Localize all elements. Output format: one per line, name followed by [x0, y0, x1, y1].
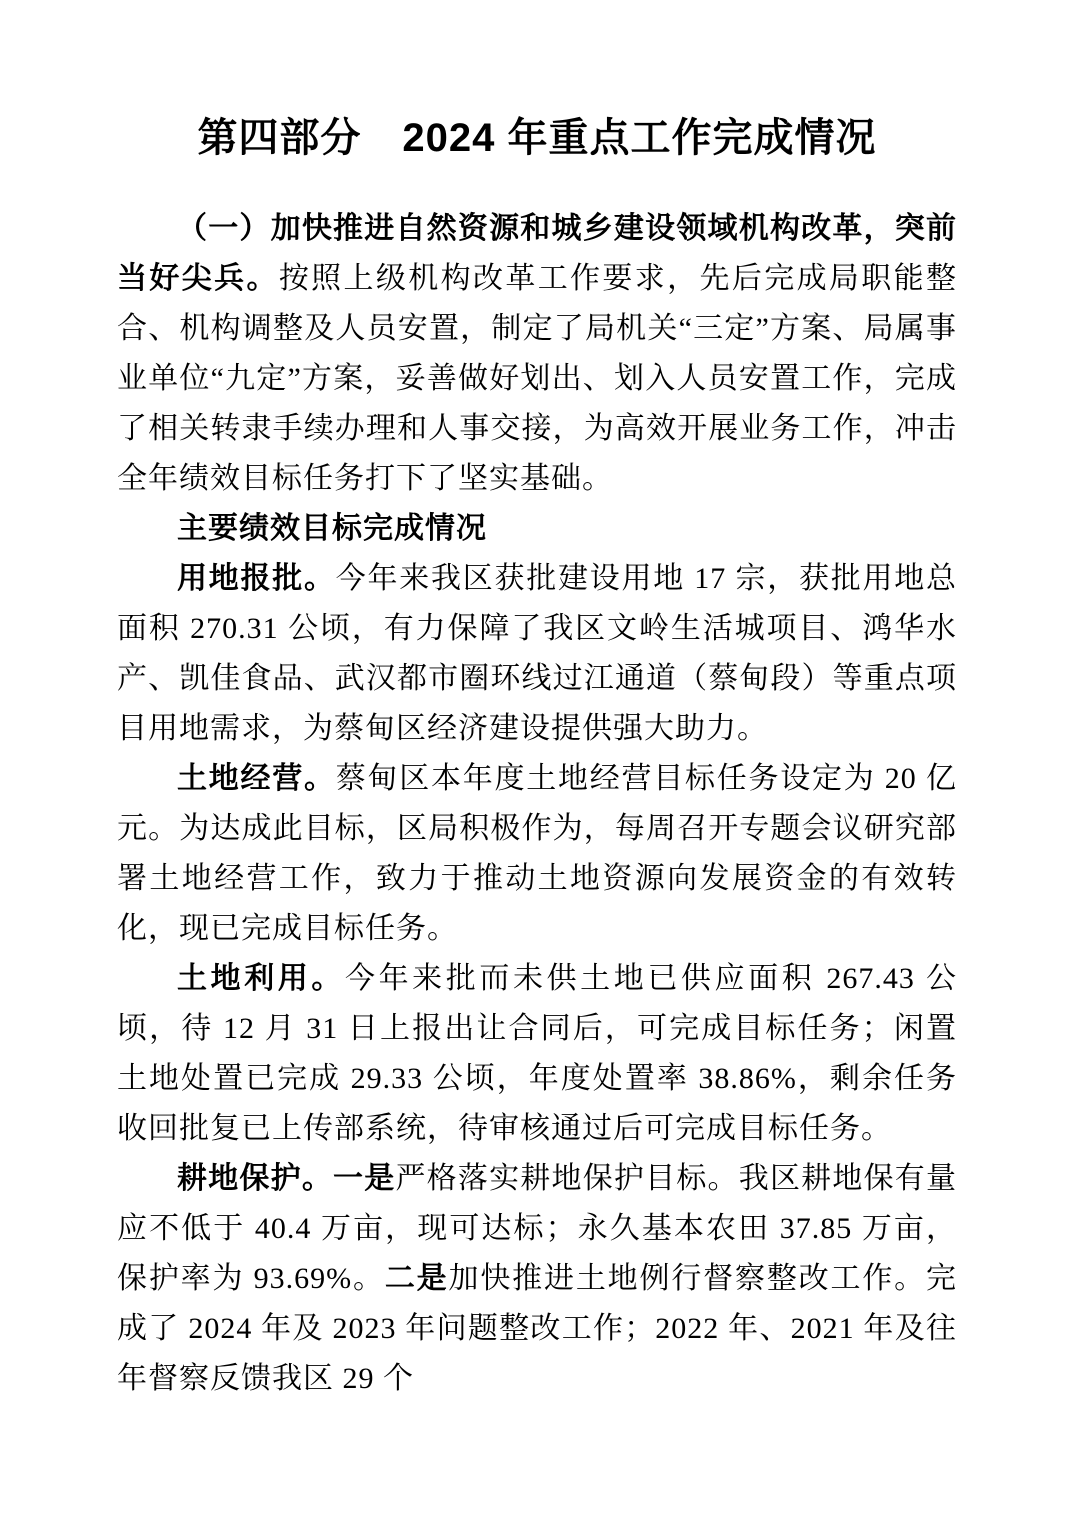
paragraph-land-use	[117, 954, 957, 1154]
paragraph-land-use-lead: 土地利用。	[177, 962, 345, 995]
paragraph-land-operation-lead: 土地经营。	[177, 762, 336, 795]
paragraph-farmland-protection-body-2: 加快推进土地例行督察整改工作。完成了 2024 年及 2023 年问题整改工作；2022 年、2021 年及往年督察反馈我区 29 个	[117, 1262, 957, 1395]
paragraph-land-approval	[117, 554, 957, 754]
paragraph-farmland-protection	[117, 1154, 957, 1404]
document-title: 第四部分 2024 年重点工作完成情况	[197, 116, 877, 160]
paragraph-land-operation-body: 蔡甸区本年度土地经营目标任务设定为 20 亿元。为达成此目标，区局积极作为，每周召开专题会议研究部署土地经营工作，致力于推动土地资源向发展资金的有效转化，现已完成目标任务。	[117, 762, 957, 945]
paragraph-reform-body: 按照上级机构改革工作要求，先后完成局职能整合、机构调整及人员安置，制定了局机关“三定”方案、局属事业单位“九定”方案，妥善做好划出、划入人员安置工作，完成了相关转隶手续办理和人事交接，为高效开展业务工作，冲击全年绩效目标任务打下了坚实基础。	[117, 262, 958, 495]
paragraph-farmland-protection-body-1: 严格落实耕地保护目标。我区耕地保有量应不低于 40.4 万亩，现可达标；永久基本农田 37.85 万亩，保护率为 93.69%。	[117, 1162, 958, 1295]
paragraph-reform-heading: （一）加快推进自然资源和城乡建设领域机构改革，突前当好尖兵。	[117, 212, 957, 295]
paragraph-land-operation	[117, 754, 957, 954]
paragraph-reform	[117, 204, 957, 504]
heading-performance-goals	[117, 504, 957, 554]
heading-performance-goals-text: 主要绩效目标完成情况	[177, 512, 487, 545]
paragraph-land-use-body: 今年来批而未供土地已供应面积 267.43 公顷，待 12 月 31 日上报出让合同后，可完成目标任务；闲置土地处置已完成 29.33 公顷，年度处置率 38.86%，剩余任务收回批复已上传部系统，待审核通过后可完成目标任务。	[117, 962, 958, 1145]
paragraph-land-approval-body: 今年来我区获批建设用地 17 宗，获批用地总面积 270.31 公顷，有力保障了我区文岭生活城项目、鸿华水产、凯佳食品、武汉都市圈环线过江通道（蔡甸段）等重点项目用地需求，为蔡甸区经济建设提供强大助力。	[117, 562, 957, 745]
paragraph-land-approval-lead: 用地报批。	[177, 562, 336, 595]
paragraph-farmland-protection-lead-2: 二是	[384, 1262, 449, 1295]
paragraph-farmland-protection-lead: 耕地保护。一是	[177, 1162, 396, 1195]
